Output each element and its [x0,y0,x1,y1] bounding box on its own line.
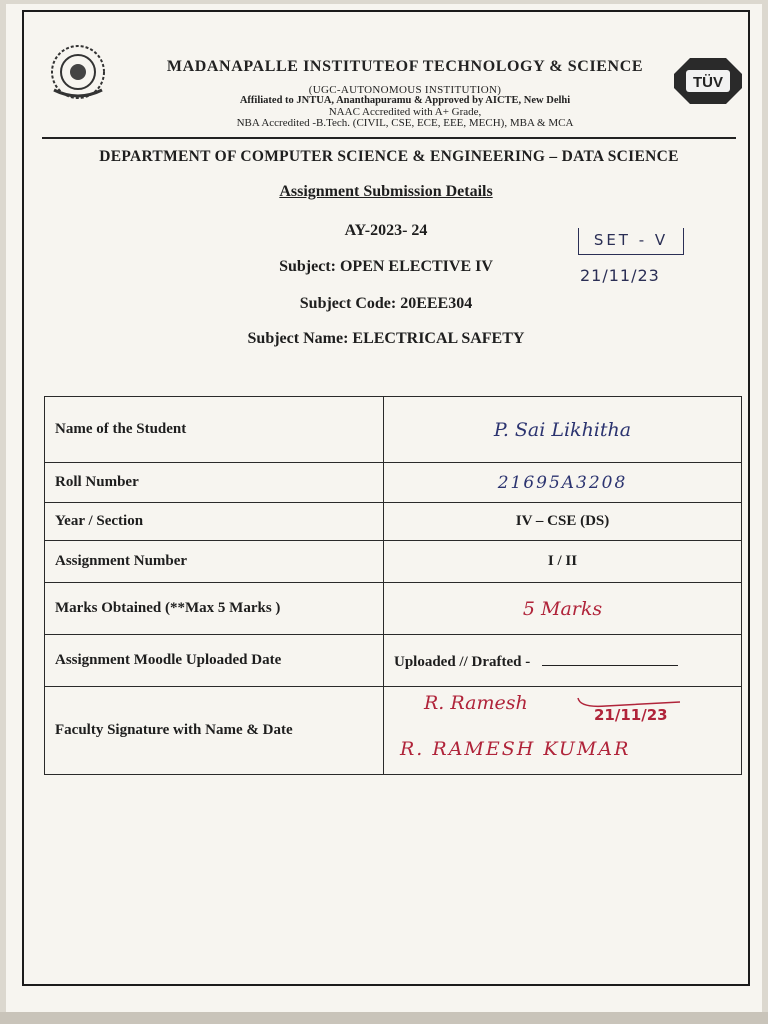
roll-number-handwriting: 21695A3208 [497,472,628,493]
department-heading: DEPARTMENT OF COMPUTER SCIENCE & ENGINEERING – DATA SCIENCE [99,148,679,165]
form-title-text: Assignment Submission Details [279,183,493,200]
institution-naac: NAAC Accredited with A+ Grade, [328,106,482,118]
signature-date: 21/11/23 [594,705,668,724]
upload-date-blank [542,651,678,666]
handwritten-set-box: SET - V [578,228,684,255]
academic-year: AY-2023- 24 [344,222,428,239]
signature-area [384,688,741,774]
row-label: Assignment Moodle Uploaded Date [45,635,384,687]
form-title [22,183,750,201]
faculty-signature-cell [384,687,742,775]
header-divider [42,137,736,139]
upload-date-value [384,635,742,687]
student-name-value [384,397,742,463]
upload-status-text: Uploaded // Drafted - [394,653,531,670]
table-row [45,541,742,583]
subject-name: Subject Name: ELECTRICAL SAFETY [247,330,525,347]
institution-affiliation: Affiliated to JNTUA, Ananthapuramu & Approved by AICTE, New Delhi [239,95,571,106]
table-row [45,503,742,541]
assignment-number-value: I / II [384,541,742,583]
institution-name: MADANAPALLE INSTITUTEOF TECHNOLOGY & SCIENCE [166,58,644,75]
table-row [45,583,742,635]
row-label: Assignment Number [45,541,384,583]
row-label: Name of the Student [45,397,384,463]
paper-edge [0,1012,768,1024]
row-label: Marks Obtained (**Max 5 Marks ) [45,583,384,635]
row-label: Year / Section [45,503,384,541]
subject-code: Subject Code: 20EEE304 [299,295,473,312]
faculty-printed-name: R. RAMESH KUMAR [400,737,631,760]
year-section-value: IV – CSE (DS) [384,503,742,541]
marks-handwriting: 5 Marks [522,597,603,620]
row-label: Faculty Signature with Name & Date [45,687,384,775]
institution-nba: NBA Accredited -B.Tech. (CIVIL, CSE, ECE, EEE, MECH), MBA & MCA [236,117,574,129]
table-row [45,463,742,503]
subject: Subject: OPEN ELECTIVE IV [279,258,493,275]
handwritten-date: 21/11/23 [580,266,660,285]
table-row [45,635,742,687]
institution-status: (UGC-AUTONOMOUS INSTITUTION) [308,84,502,96]
submission-details-table [44,396,742,775]
student-name-handwriting: P. Sai Likhitha [493,418,632,441]
roll-number-value [384,463,742,503]
institution-emblem-logo [40,42,112,102]
tuv-certification-logo [672,56,744,106]
table-row [45,397,742,463]
marks-value [384,583,742,635]
faculty-signature: R. Ramesh [424,691,528,714]
tuv-logo-text: TÜV [693,74,723,91]
row-label: Roll Number [45,463,384,503]
table-row [45,687,742,775]
